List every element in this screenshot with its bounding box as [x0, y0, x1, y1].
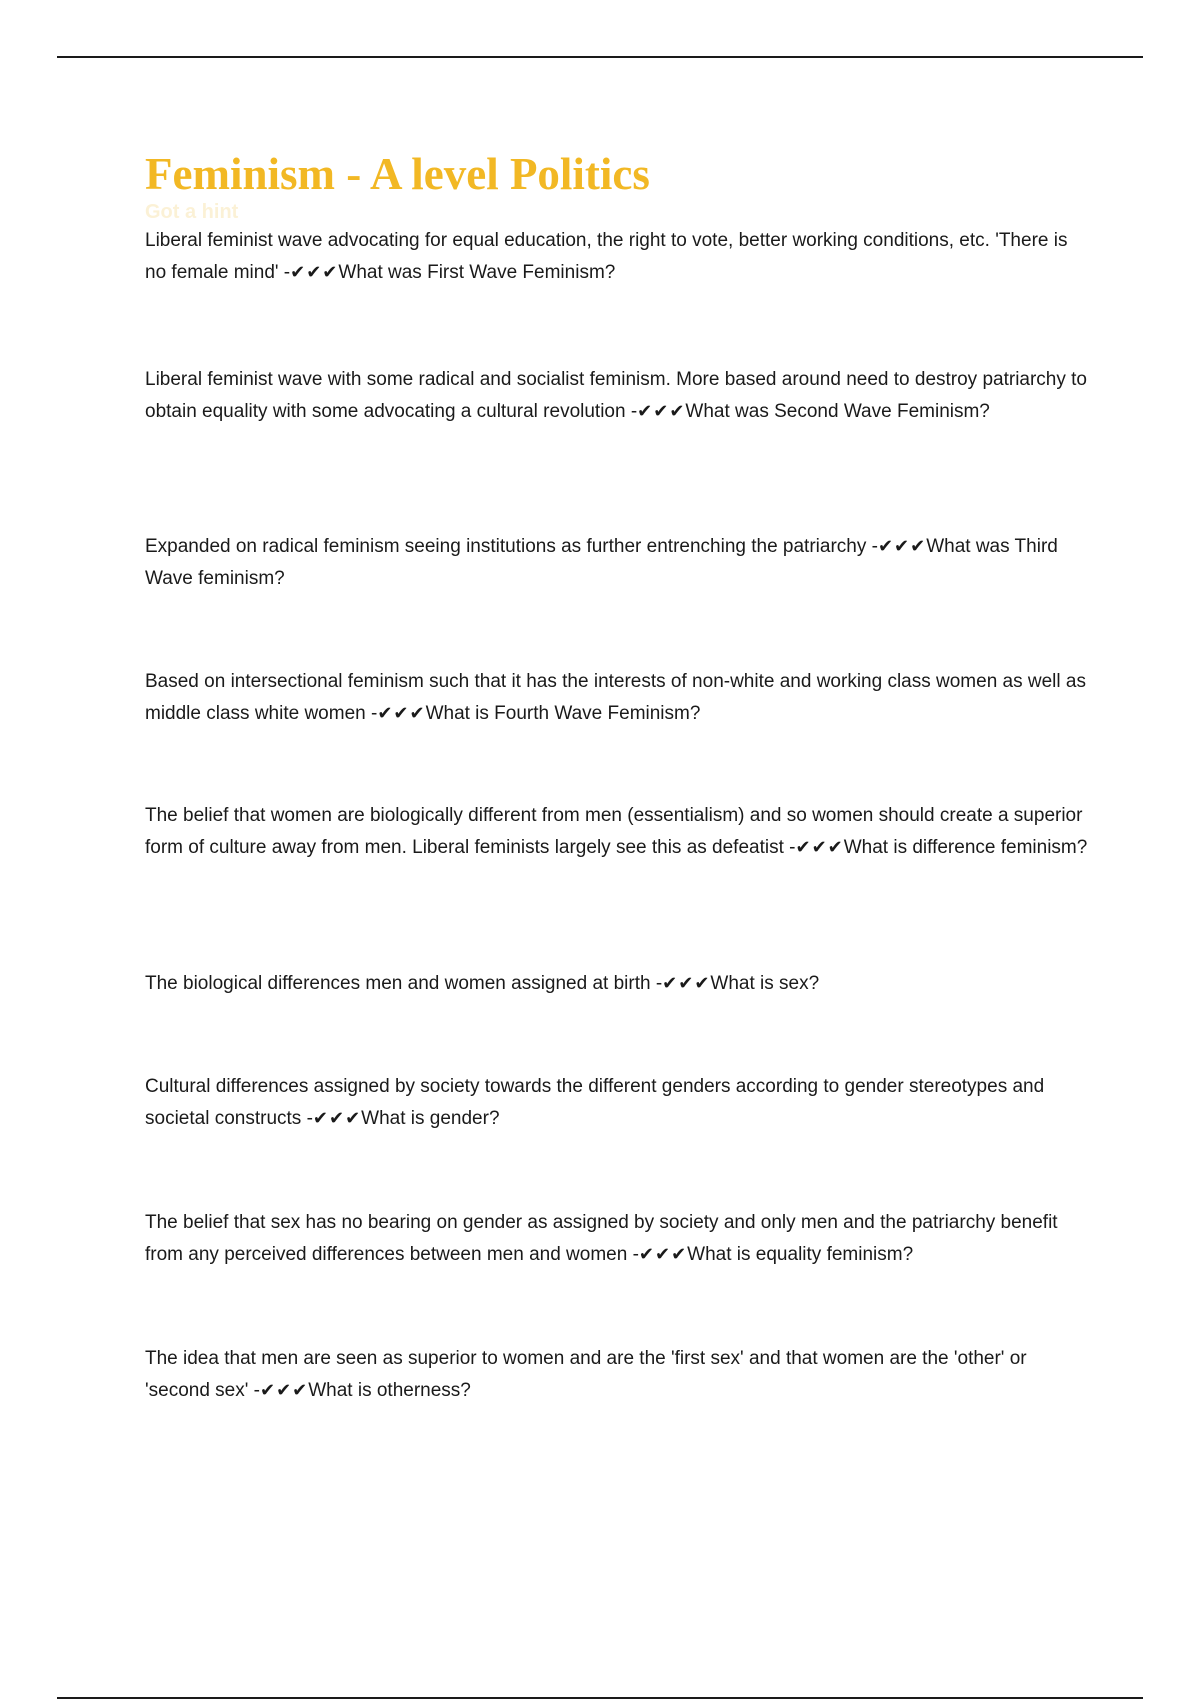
triple-check-icon: ✔✔✔: [638, 1244, 688, 1265]
card-question: What was First Wave Feminism?: [338, 262, 616, 283]
top-rule: [57, 56, 1143, 58]
card-separator: -: [627, 1244, 639, 1265]
card-question: What is otherness?: [308, 1380, 471, 1401]
triple-check-icon: ✔✔✔: [312, 1108, 362, 1129]
triple-check-icon: ✔✔✔: [877, 536, 927, 557]
document-title: Feminism - A level Politics: [145, 149, 650, 199]
card-answer: Expanded on radical feminism seeing institutions as further entrenching the patriarchy: [145, 536, 867, 557]
card-separator: -: [650, 973, 663, 994]
card-answer: The biological differences men and women assigned at birth: [145, 973, 651, 994]
flashcard-fourth-wave: [145, 666, 1090, 730]
card-question: What was Third Wave feminism?: [145, 536, 1058, 589]
card-separator: -: [248, 1380, 260, 1401]
card-answer: The belief that sex has no bearing on gender as assigned by society and only men and the patriarchy benefit from any perceived differences between men and women: [145, 1212, 1058, 1265]
triple-check-icon: ✔✔✔: [290, 262, 339, 283]
flashcard-sex: [145, 968, 1090, 1000]
card-answer: Cultural differences assigned by society towards the different genders according to gender stereotypes and societal constructs: [145, 1076, 1045, 1129]
flashcard-second-wave: [145, 364, 1090, 428]
card-question: What is gender?: [361, 1108, 500, 1129]
hint-label: Got a hint: [145, 201, 239, 223]
bottom-rule: [57, 1697, 1143, 1699]
flashcard-first-wave: [145, 225, 1090, 289]
card-question: What is sex?: [710, 973, 820, 994]
card-separator: -: [625, 401, 638, 422]
triple-check-icon: ✔✔✔: [377, 703, 426, 724]
card-separator: -: [783, 837, 796, 858]
flashcard-equality-feminism: [145, 1207, 1090, 1271]
card-separator: -: [278, 262, 291, 283]
flashcard-gender: [145, 1071, 1090, 1135]
card-question: What is Fourth Wave Feminism?: [425, 703, 701, 724]
card-answer: The belief that women are biologically different from men (essentialism) and so women should create a superior form of culture away from men. Liberal feminists largely see this as defeatist: [145, 805, 1083, 858]
card-answer: Liberal feminist wave advocating for equal education, the right to vote, better working conditions, etc. 'There is no female mind': [145, 230, 1068, 283]
card-answer: Based on intersectional feminism such that it has the interests of non-white and working class women as well as middle class white women: [145, 671, 1086, 724]
card-separator: -: [866, 536, 878, 557]
card-question: What was Second Wave Feminism?: [685, 401, 990, 422]
card-separator: -: [301, 1108, 313, 1129]
triple-check-icon: ✔✔✔: [637, 401, 686, 422]
card-question: What is difference feminism?: [843, 837, 1088, 858]
triple-check-icon: ✔✔✔: [662, 973, 711, 994]
card-question: What is equality feminism?: [687, 1244, 914, 1265]
flashcard-third-wave: [145, 531, 1090, 595]
triple-check-icon: ✔✔✔: [259, 1380, 309, 1401]
flashcard-difference-feminism: [145, 800, 1090, 864]
triple-check-icon: ✔✔✔: [795, 837, 844, 858]
card-answer: The idea that men are seen as superior to women and are the 'first sex' and that women are the 'other' or 'second sex': [145, 1348, 1027, 1401]
card-separator: -: [365, 703, 378, 724]
flashcard-otherness: [145, 1343, 1090, 1407]
card-answer: Liberal feminist wave with some radical and socialist feminism. More based around need to destroy patriarchy to obtain equality with some advocating a cultural revolution: [145, 369, 1088, 422]
